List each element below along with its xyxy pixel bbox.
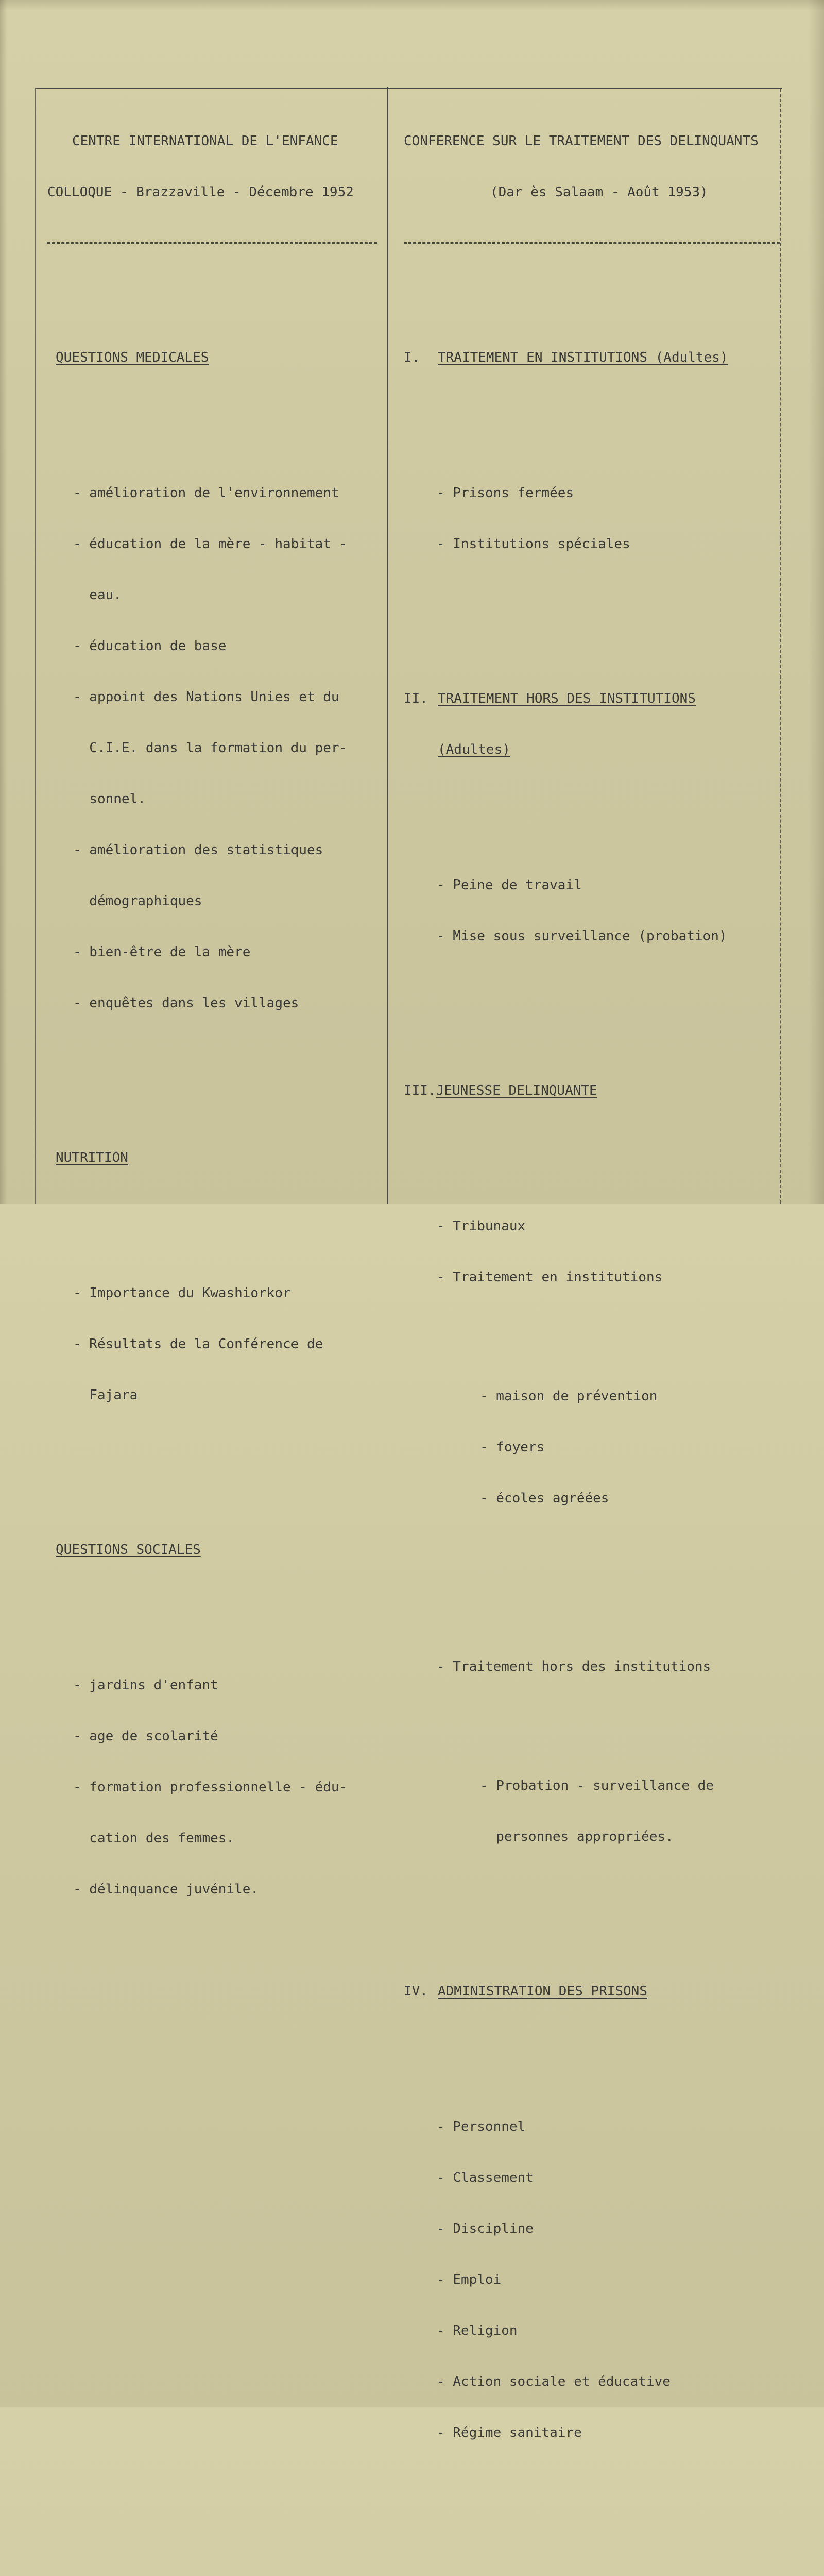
section-title: TRAITEMENT HORS DES INSTITUTIONS (438, 691, 696, 706)
paper-top-edge (0, 0, 824, 10)
list-item: - jardins d'enfant (73, 1677, 218, 1693)
list-item: sonnel. (73, 791, 146, 807)
list-section-i (404, 451, 780, 587)
right-column (404, 99, 780, 2576)
section-title: ADMINISTRATION DES PRISONS (438, 1984, 647, 1999)
list-item: - Peine de travail (437, 877, 582, 893)
left-header-rule (47, 242, 377, 244)
list-item: personnes appropriées. (480, 1829, 674, 1844)
list-item: - Résultats de la Conférence de (73, 1336, 323, 1352)
paper-left-shadow (0, 0, 7, 1204)
list-item: - Institutions spéciales (437, 536, 630, 552)
list-item: - bien-être de la mère (73, 944, 251, 960)
list-item: - amélioration des statistiques (73, 842, 323, 858)
list-item: - Importance du Kwashiorkor (73, 1285, 291, 1301)
list-item: - Probation - surveillance de (480, 1778, 714, 1793)
list-item: - délinquance juvénile. (73, 1882, 259, 1897)
right-header-line-2: (Dar ès Salaam - Août 1953) (490, 184, 708, 200)
list-section-iv (404, 2084, 780, 2476)
section-number: IV. (404, 1984, 428, 1999)
list-item: - Régime sanitaire (437, 2425, 582, 2441)
list-item: - Traitement hors des institutions (437, 1659, 711, 1674)
section-heading-nutrition: NUTRITION (56, 1150, 128, 1165)
sublist-section-iii-b (404, 1743, 780, 1879)
list-item: - éducation de base (73, 638, 227, 654)
section-number: I. (404, 350, 420, 365)
list-item: - age de scolarité (73, 1728, 218, 1744)
list-section-iii (404, 1184, 780, 1320)
list-item: - Prisons fermées (437, 485, 574, 501)
list-item: - appoint des Nations Unies et du (73, 689, 339, 705)
top-rule (35, 88, 782, 89)
section-title: TRAITEMENT EN INSTITUTIONS (Adultes) (438, 350, 728, 365)
list-item: C.I.E. dans la formation du per- (73, 740, 348, 756)
list-item: - amélioration de l'environnement (73, 485, 339, 501)
list-item: cation des femmes. (73, 1831, 235, 1846)
section-number: II. (404, 691, 428, 706)
left-column (47, 99, 377, 1949)
paper-right-shadow (809, 0, 824, 1204)
list-item: - Classement (437, 2170, 534, 2185)
list-item: Fajara (73, 1387, 138, 1403)
list-item: - Emploi (437, 2272, 502, 2287)
left-header-line-1: CENTRE INTERNATIONAL DE L'ENFANCE (72, 133, 338, 149)
section-heading-iii (404, 1082, 780, 1099)
list-item: - Mise sous surveillance (probation) (437, 928, 727, 944)
list-section-iii-b (404, 1624, 780, 1709)
list-questions-medicales (47, 451, 377, 1046)
list-item: - écoles agréées (480, 1490, 609, 1506)
section-title-continuation: (Adultes) (438, 742, 510, 757)
list-item: démographiques (73, 893, 202, 909)
list-questions-sociales (47, 1643, 377, 1932)
list-item: eau. (73, 587, 122, 603)
list-section-ii (404, 843, 780, 979)
list-item: - Discipline (437, 2221, 534, 2236)
sublist-section-iii (404, 1354, 780, 1541)
list-item: - Action sociale et éducative (437, 2374, 671, 2389)
list-item: - formation professionnelle - édu- (73, 1780, 348, 1795)
list-item: - éducation de la mère - habitat - (73, 536, 348, 552)
list-item: - maison de prévention (480, 1388, 658, 1404)
list-item: - enquêtes dans les villages (73, 995, 299, 1011)
right-header-line-1: CONFERENCE SUR LE TRAITEMENT DES DELINQUANTS (404, 133, 759, 149)
list-nutrition (47, 1251, 377, 1438)
left-header-line-2: COLLOQUE - Brazzaville - Décembre 1952 (47, 184, 354, 200)
list-item: - Personnel (437, 2119, 526, 2134)
section-number: III. (404, 1083, 436, 1098)
column-divider (387, 87, 388, 1204)
left-border-rule (35, 88, 36, 1204)
list-item: - Religion (437, 2323, 518, 2338)
list-item: - Traitement en institutions (437, 1269, 663, 1285)
right-header-rule (404, 242, 780, 244)
section-title: JEUNESSE DELINQUANTE (436, 1083, 597, 1098)
section-heading-ii (404, 690, 780, 707)
section-heading-i (404, 349, 780, 366)
section-heading-questions-sociales: QUESTIONS SOCIALES (56, 1542, 201, 1557)
right-border-rule (780, 89, 781, 1204)
section-heading-iv (404, 1983, 780, 2000)
list-item: - Tribunaux (437, 1218, 526, 1234)
list-item: - foyers (480, 1439, 545, 1455)
section-heading-questions-medicales: QUESTIONS MEDICALES (56, 350, 209, 365)
